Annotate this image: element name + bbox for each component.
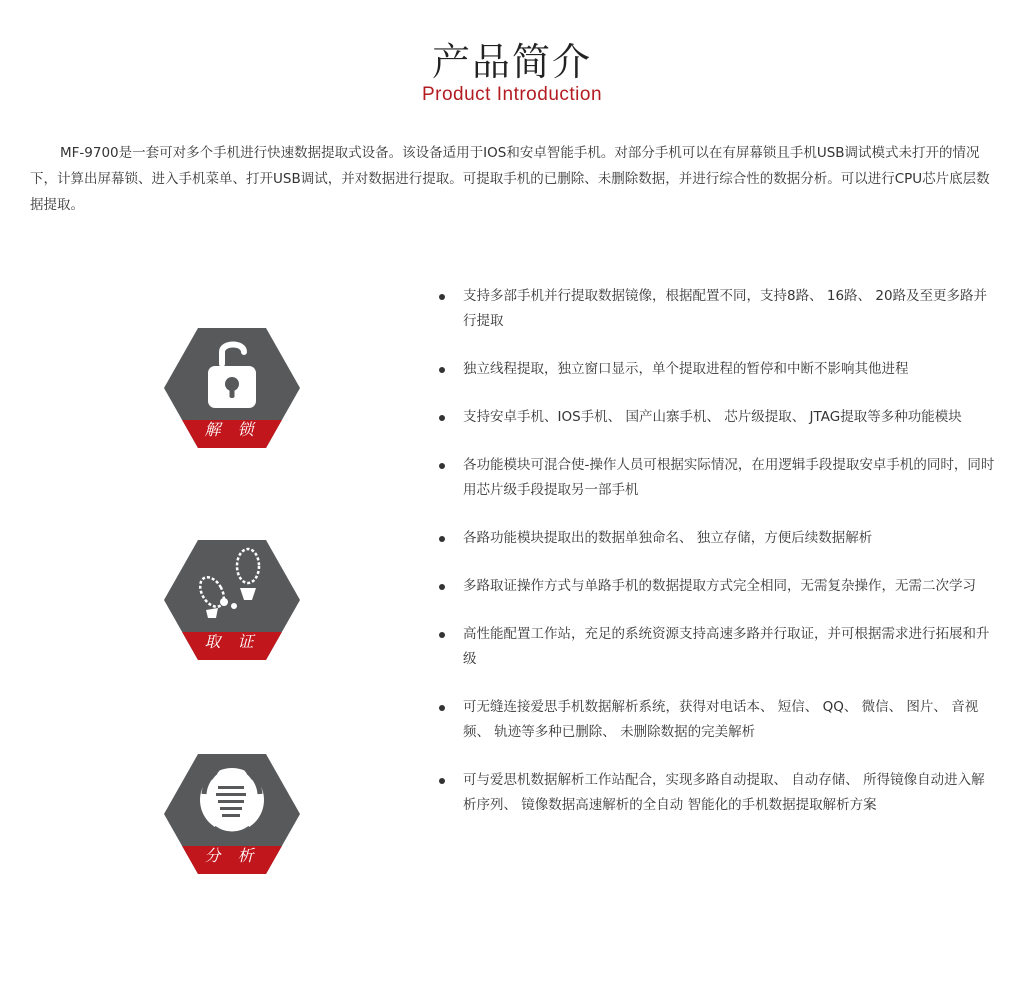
badge-unlock <box>164 328 300 448</box>
list-item: 支持安卓手机、IOS手机、 国产山寨手机、 芯片级提取、 JTAG提取等多种功能模块 <box>436 405 996 430</box>
list-item: 各功能模块可混合使-操作人员可根据实际情况，在用逻辑手段提取安卓手机的同时，同时用芯片级手段提取另一部手机 <box>436 453 996 503</box>
page-subtitle: Product Introduction <box>421 84 603 105</box>
intro-paragraph: MF-9700是一套可对多个手机进行快速数据提取式设备。该设备适用于IOS和安卓智能手机。对部分手机可以在有屏幕锁且手机USB调试模式未打开的情况下，计算出屏幕锁、进入手机菜单、打开USB调试，并对数据进行提取。可提取手机的已删除、未删除数据，并进行综合性的数据分析。可以进行CPU芯片底层数据提取。 <box>30 145 990 213</box>
badge-label-unlock: 解 锁 <box>204 420 260 439</box>
list-item: 高性能配置工作站，充足的系统资源支持高速多路并行取证，并可根据需求进行拓展和升级 <box>436 622 996 672</box>
badge-label-analysis: 分 析 <box>204 846 260 865</box>
list-item: 独立线程提取，独立窗口显示，单个提取进程的暂停和中断不影响其他进程 <box>436 357 996 382</box>
list-item: 支持多部手机并行提取数据镜像，根据配置不同，支持8路、 16路、 20路及至更多路并行提取 <box>436 284 996 334</box>
list-item: 各路功能模块提取出的数据单独命名、 独立存储，方便后续数据解析 <box>436 526 996 551</box>
feature-list <box>436 284 996 841</box>
list-item: 可无缝连接爱思手机数据解析系统，获得对电话本、 短信、 QQ、 微信、 图片、 音视频、 轨迹等多种已删除、 未删除数据的完美解析 <box>436 695 996 745</box>
page-title: 产品简介 <box>431 40 592 84</box>
list-item: 多路取证操作方式与单路手机的数据提取方式完全相同，无需复杂操作，无需二次学习 <box>436 574 996 599</box>
badge-analysis <box>164 754 300 874</box>
badge-forensics <box>164 540 300 660</box>
list-item: 可与爱思机数据解析工作站配合，实现多路自动提取、 自动存储、 所得镜像自动进入解析序列、 镜像数据高速解析的全自动 智能化的手机数据提取解析方案 <box>436 768 996 818</box>
badge-label-forensics: 取 证 <box>204 632 260 651</box>
